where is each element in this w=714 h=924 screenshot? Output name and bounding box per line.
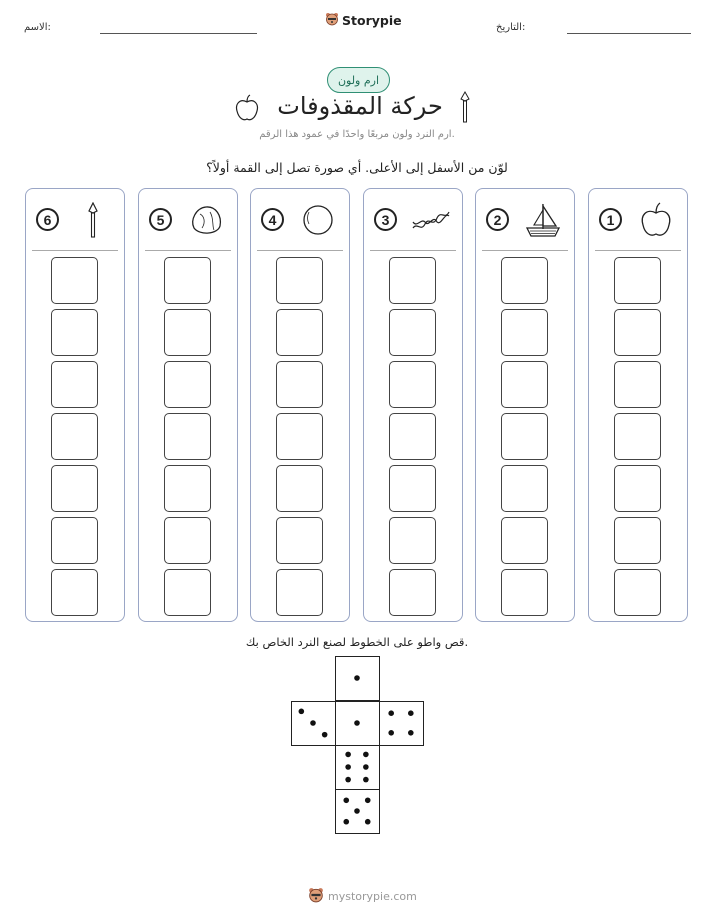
color-box[interactable]	[501, 569, 548, 616]
color-box[interactable]	[501, 413, 548, 460]
bear-logo-icon	[325, 12, 339, 29]
column-3	[363, 188, 463, 622]
column-header	[139, 189, 237, 249]
column-number: 3	[374, 208, 397, 231]
dice-face-1	[335, 701, 380, 746]
color-box[interactable]	[276, 569, 323, 616]
color-box[interactable]	[389, 465, 436, 512]
column-header	[251, 189, 349, 249]
color-box[interactable]	[276, 517, 323, 564]
column-5	[138, 188, 238, 622]
color-box[interactable]	[501, 465, 548, 512]
column-divider	[145, 250, 231, 251]
column-6	[25, 188, 125, 622]
color-box[interactable]	[614, 517, 661, 564]
color-box[interactable]	[51, 517, 98, 564]
rope-icon	[411, 202, 451, 238]
color-box[interactable]	[276, 257, 323, 304]
color-box[interactable]	[614, 309, 661, 356]
name-label: الاسم:	[24, 22, 51, 33]
color-box[interactable]	[164, 413, 211, 460]
date-line[interactable]	[567, 33, 691, 34]
color-box[interactable]	[276, 309, 323, 356]
page-title: حركة المقذوفات	[277, 92, 443, 120]
column-header	[476, 189, 574, 249]
dice-face-3	[291, 701, 336, 746]
subtitle: ارم النرد ولون مربعًا واحدًا في عمود هذا الرقم.	[259, 129, 455, 140]
color-box[interactable]	[501, 309, 548, 356]
color-box[interactable]	[614, 569, 661, 616]
color-box[interactable]	[276, 361, 323, 408]
color-box[interactable]	[164, 517, 211, 564]
column-divider	[595, 250, 681, 251]
column-header	[589, 189, 687, 249]
color-box[interactable]	[501, 361, 548, 408]
color-box[interactable]	[164, 465, 211, 512]
column-header	[26, 189, 124, 249]
color-box[interactable]	[51, 257, 98, 304]
column-number: 5	[149, 208, 172, 231]
column-divider	[482, 250, 568, 251]
brand-name: Storypie	[342, 13, 402, 28]
color-box[interactable]	[389, 309, 436, 356]
dice-face-6	[335, 745, 380, 790]
color-box[interactable]	[501, 517, 548, 564]
dice-face-5	[335, 789, 380, 834]
instruction: لوّن من الأسفل إلى الأعلى. أي صورة تصل إلى القمة أولاً؟	[206, 160, 508, 175]
rock-icon	[186, 202, 226, 238]
date-label: التاريخ:	[496, 22, 526, 33]
name-line[interactable]	[100, 33, 257, 34]
color-box[interactable]	[389, 257, 436, 304]
column-number: 1	[599, 208, 622, 231]
spear-icon	[73, 202, 113, 238]
column-header	[364, 189, 462, 249]
column-number: 6	[36, 208, 59, 231]
color-box[interactable]	[614, 257, 661, 304]
column-4	[250, 188, 350, 622]
apple-icon	[636, 202, 676, 238]
bear-logo-icon	[308, 887, 324, 906]
color-box[interactable]	[51, 569, 98, 616]
column-1	[588, 188, 688, 622]
color-box[interactable]	[276, 465, 323, 512]
apple-icon	[234, 94, 260, 126]
color-box[interactable]	[51, 413, 98, 460]
color-box[interactable]	[51, 309, 98, 356]
column-divider	[370, 250, 456, 251]
column-divider	[257, 250, 343, 251]
color-box[interactable]	[276, 413, 323, 460]
color-box[interactable]	[614, 361, 661, 408]
color-box[interactable]	[389, 517, 436, 564]
color-box[interactable]	[164, 257, 211, 304]
column-number: 2	[486, 208, 509, 231]
column-divider	[32, 250, 118, 251]
color-box[interactable]	[389, 413, 436, 460]
color-box[interactable]	[51, 361, 98, 408]
color-box[interactable]	[51, 465, 98, 512]
color-box[interactable]	[614, 465, 661, 512]
spear-icon	[459, 91, 471, 127]
footer	[308, 887, 417, 906]
cut-instruction: قص واطو على الخطوط لصنع النرد الخاص بك.	[245, 635, 469, 649]
color-box[interactable]	[389, 569, 436, 616]
color-box[interactable]	[614, 413, 661, 460]
activity-tag: ارم ولون	[327, 67, 390, 93]
ball-icon	[298, 202, 338, 238]
sailboat-icon	[523, 202, 563, 238]
brand-logo	[325, 12, 402, 29]
column-number: 4	[261, 208, 284, 231]
color-box[interactable]	[164, 361, 211, 408]
dice-face-4	[379, 701, 424, 746]
dice-face-1	[335, 656, 380, 701]
color-box[interactable]	[164, 309, 211, 356]
color-box[interactable]	[389, 361, 436, 408]
column-2	[475, 188, 575, 622]
footer-url[interactable]: mystorypie.com	[328, 890, 417, 903]
color-box[interactable]	[501, 257, 548, 304]
color-box[interactable]	[164, 569, 211, 616]
